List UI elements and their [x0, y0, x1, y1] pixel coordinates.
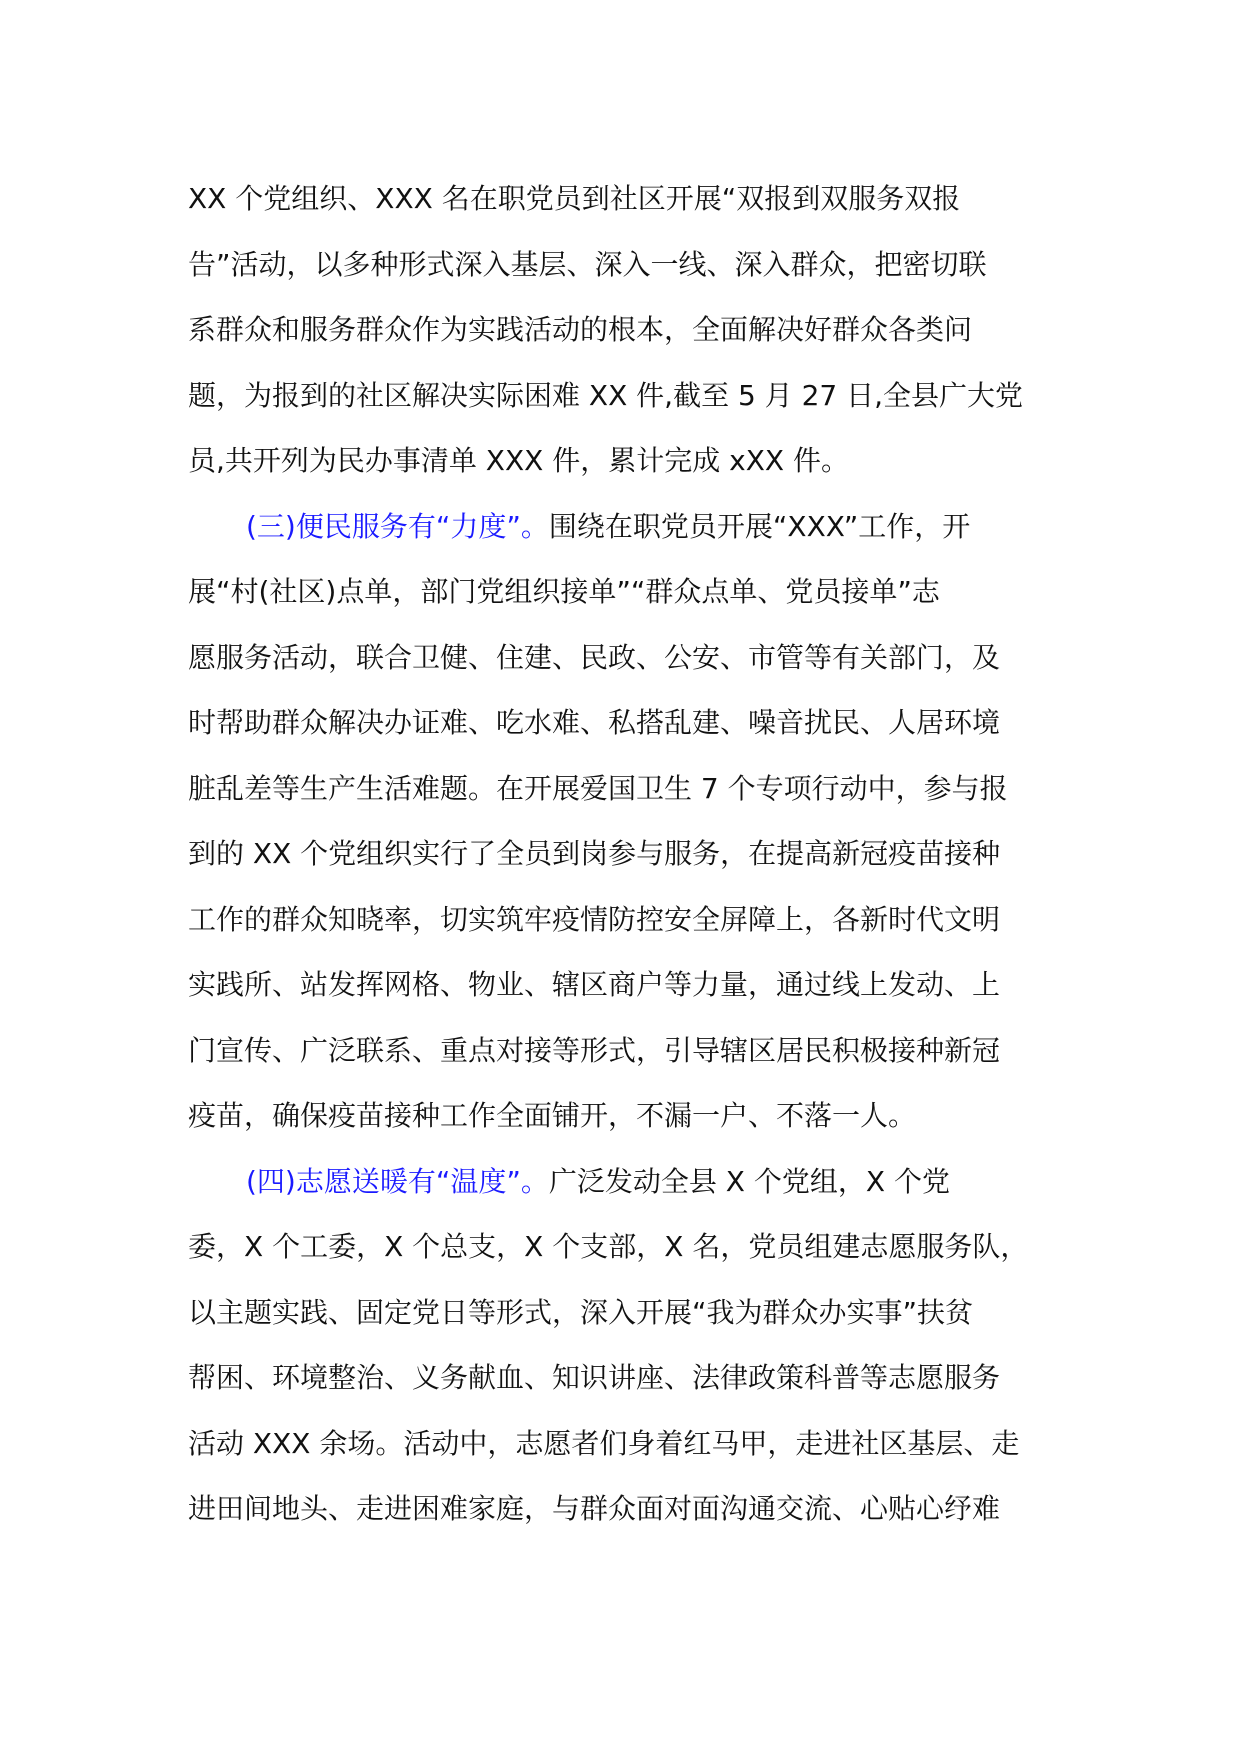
paragraph-2-line: 时帮助群众解决办证难、吃水难、私搭乱建、噪音扰民、人居环境 — [188, 706, 1001, 739]
paragraph-2-lead-text: 围绕在职党员开展“XXX”工作，开 — [548, 509, 971, 543]
section-heading-3: (三)便民服务有“力度”。 — [246, 509, 549, 543]
paragraph-2-line: 脏乱差等生产生活难题。在开展爱国卫生 7 个专项行动中，参与报 — [188, 771, 1008, 805]
paragraph-2-line: 到的 XX 个党组织实行了全员到岗参与服务，在提高新冠疫苗接种 — [188, 837, 1001, 870]
paragraph-1-line: XX 个党组织、XXX 名在职党员到社区开展“双报到双服务双报 — [188, 182, 961, 215]
paragraph-3-line: 帮困、环境整治、义务献血、知识讲座、法律政策科普等志愿服务 — [188, 1361, 1001, 1394]
paragraph-2-line: 展“村(社区)点单，部门党组织接单”“群众点单、党员接单”志 — [188, 575, 940, 608]
paragraph-2-line: 实践所、站发挥网格、物业、辖区商户等力量，通过线上发动、上 — [188, 968, 1001, 1001]
paragraph-3-line: 进田间地头、走进困难家庭，与群众面对面沟通交流、心贴心纾难 — [188, 1492, 1001, 1525]
paragraph-2-line: 疫苗，确保疫苗接种工作全面铺开，不漏一户、不落一人。 — [188, 1099, 917, 1132]
paragraph-1-line: 题，为报到的社区解决实际困难 XX 件,截至 5 月 27 日,全县广大党 — [188, 378, 1024, 412]
paragraph-1-line: 告”活动，以多种形式深入基层、深入一线、深入群众，把密切联 — [188, 247, 987, 281]
document-body — [188, 166, 1068, 1542]
paragraph-2 — [188, 494, 1068, 1149]
section-heading-4: (四)志愿送暖有“温度”。 — [246, 1164, 549, 1198]
paragraph-3-first-line — [188, 1149, 1068, 1215]
paragraph-3 — [188, 1149, 1068, 1542]
paragraph-3-line: 以主题实践、固定党日等形式，深入开展“我为群众办实事”扶贫 — [188, 1295, 974, 1329]
paragraph-1-line: 系群众和服务群众作为实践活动的根本，全面解决好群众各类问 — [188, 313, 973, 346]
paragraph-3-line: 活动 XXX 余场。活动中，志愿者们身着红马甲，走进社区基层、走 — [188, 1426, 1020, 1460]
paragraph-3-line: 委，X 个工委，X 个总支，X 个支部，X 名，党员组建志愿服务队， — [188, 1230, 1029, 1263]
paragraph-2-line: 门宣传、广泛联系、重点对接等形式，引导辖区居民积极接种新冠 — [188, 1033, 1001, 1067]
paragraph-2-first-line — [188, 494, 1068, 560]
paragraph-2-line: 工作的群众知晓率，切实筑牢疫情防控安全屏障上，各新时代文明 — [188, 902, 1001, 936]
paragraph-2-line: 愿服务活动，联合卫健、住建、民政、公安、市管等有关部门，及 — [188, 640, 1001, 674]
paragraph-1-line: 员,共开列为民办事清单 XXX 件，累计完成 xXX 件。 — [188, 444, 849, 477]
paragraph-1 — [188, 166, 1068, 494]
paragraph-3-lead-text: 广泛发动全县 X 个党组，X 个党 — [548, 1164, 950, 1198]
